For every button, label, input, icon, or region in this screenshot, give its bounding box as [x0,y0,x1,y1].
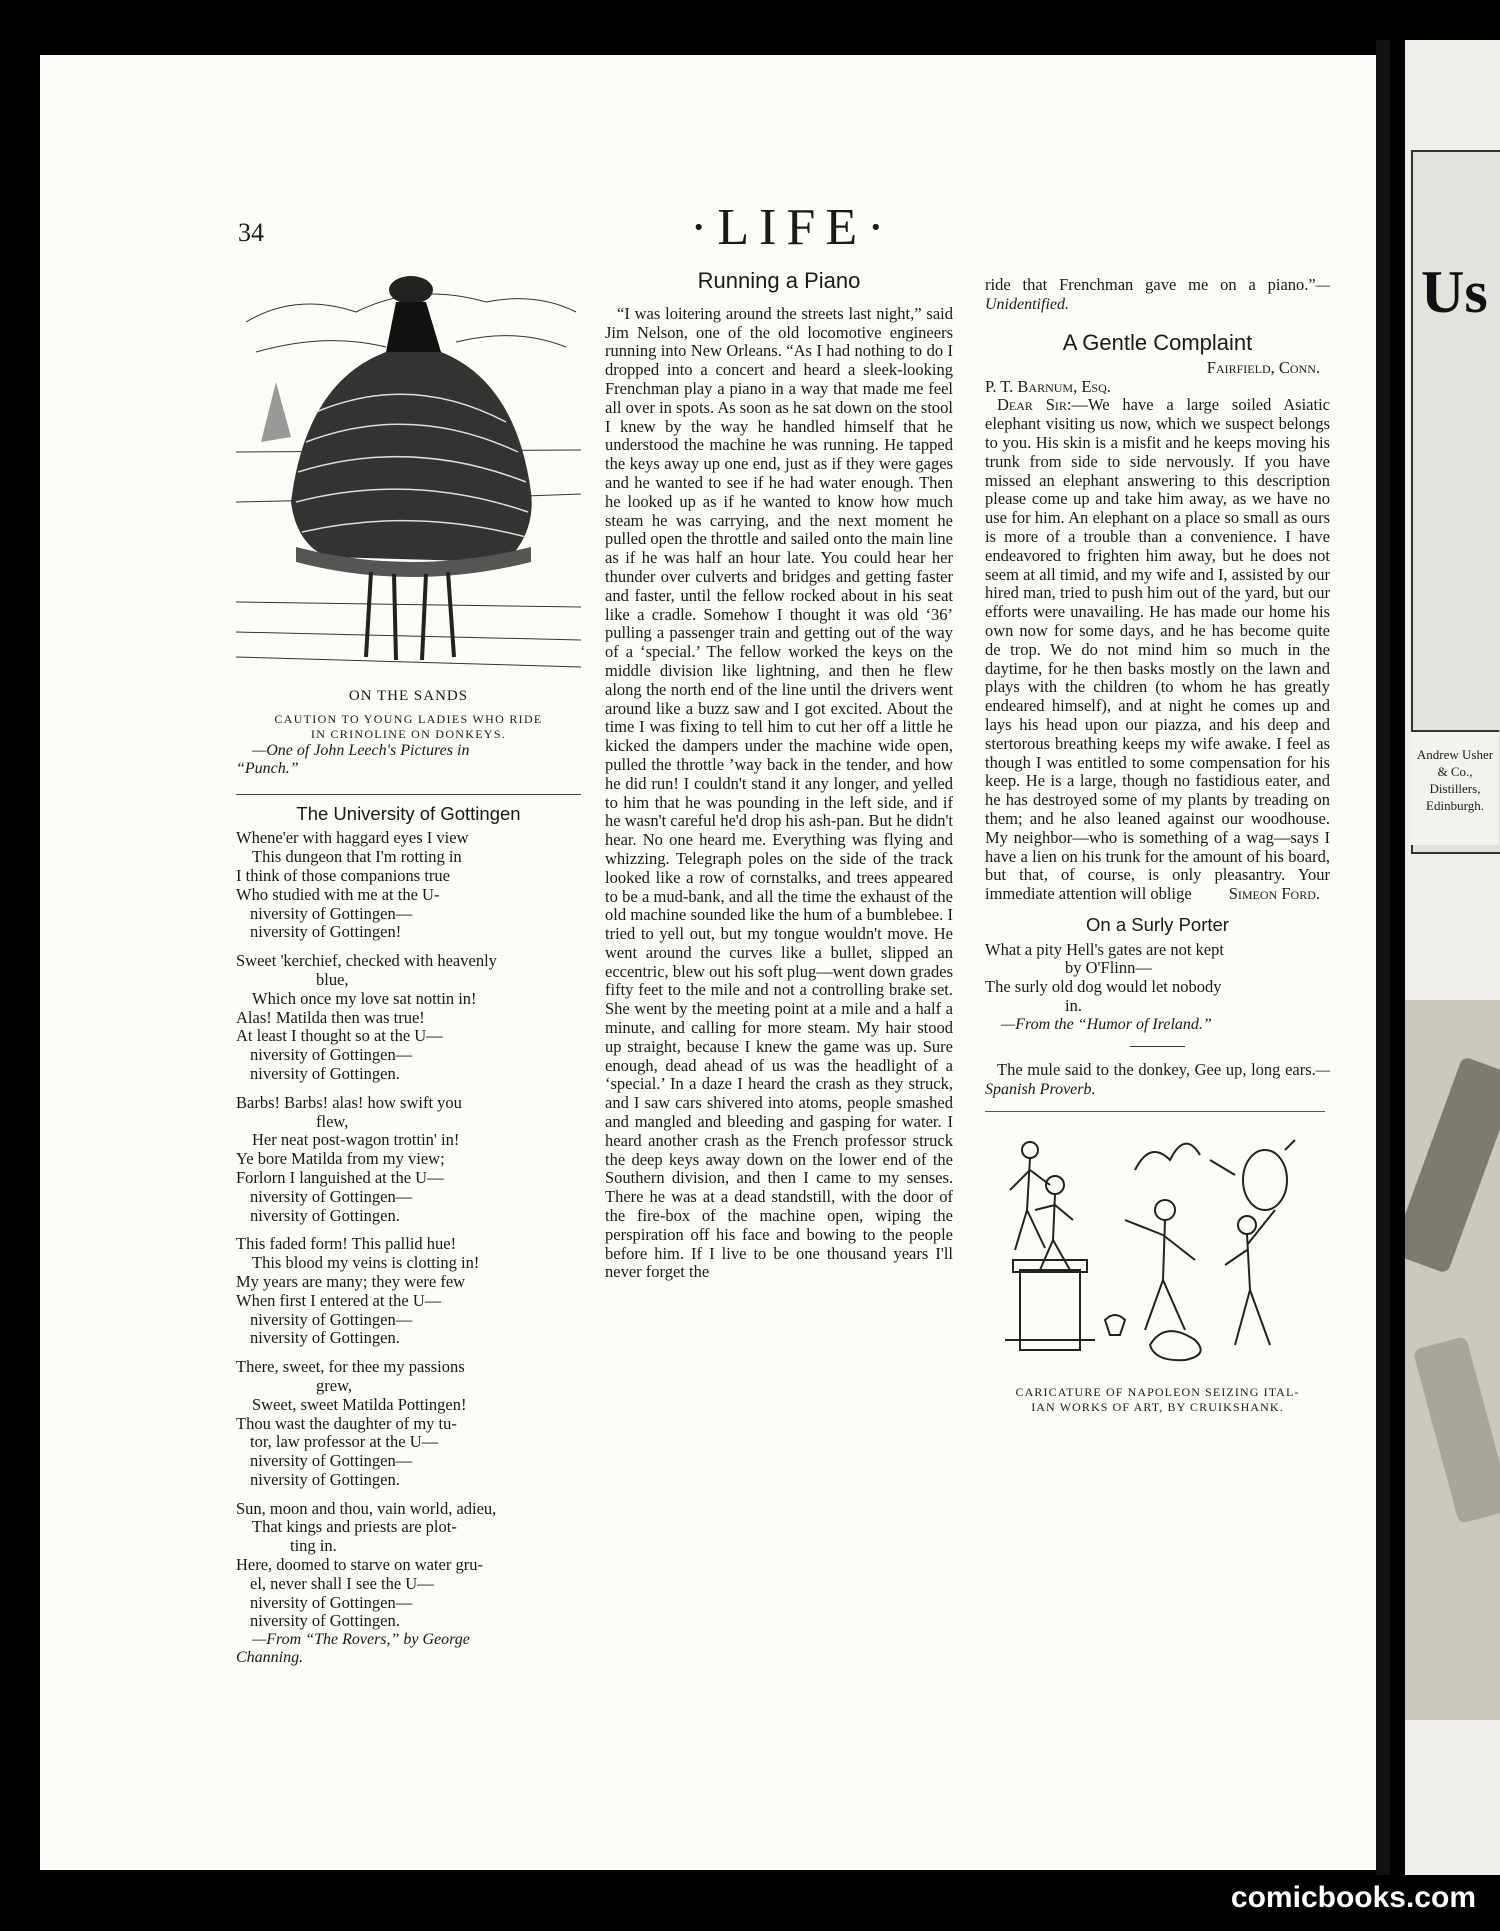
ad-label-line: Andrew Usher [1416,747,1494,762]
porter-credit: —From the “Humor of Ireland.” [1001,1015,1212,1033]
poem-line: This blood my veins is clotting in! [252,1253,480,1273]
complaint-addressee: P. T. Barnum, Esq. [985,376,1111,396]
poem-line: Sweet 'kerchief, checked with heavenly [236,951,497,971]
poem-line: niversity of Gottingen. [250,1328,400,1348]
poem-line: I think of those companions true [236,865,451,885]
illustration-caption: IN CRINOLINE ON DONKEYS. [310,726,507,741]
poem-line: ting in. [290,1536,337,1556]
poem-line: in. [1065,995,1082,1015]
complaint-text: —We have a large soiled Asiatic elephant visiting us now, which we suspect belongs to you. His skin is a misfit and he keeps moving his trunk from side to side nervously. If you have missed an elephant answering to this description please come up and take him away, as we have no use for him. An elephant on a place so small as ours is more of a trouble than a convenience. I have endeavored to frighten him away, but he does not seem at all timid, and my wife and I, assisted by our hired man, tried to push him out of the yard, but our efforts were unavailing. He has made our home his own now for some days, and he has become quite de trop. We do not mind him so much in the daytime, for he then basks mostly on the lawn and plays with the children (to whom he has greatly endeared himself), and at night he comes up and lays his head upon our piazza, and his deep and stertorous breathing keeps my wife awake. I feel as though I was entitled to some compensation for his keep. He is a large, though no fastidious eater, and he has destroyed some of my plants by treading on them; and he also leaned against our woodhouse. My neighbor—who is something of a wag—says I have a lien on his trunk for the amount of his board, but that, of course, is only pleasantry. Your immediate attention will oblige [985,395,1330,904]
poem-line: When first I entered at the U— [236,1290,442,1310]
column-middle [605,268,953,1282]
poem-line: niversity of Gottingen— [250,1309,413,1329]
poem-line: grew, [316,1375,353,1395]
porter-title: On a Surly Porter [1086,913,1229,935]
poem-line: niversity of Gottingen— [250,1186,413,1206]
illustration-caption: CAUTION TO YOUNG LADIES WHO RIDE [274,711,543,726]
poem-line: Thou wast the daughter of my tu- [236,1413,457,1433]
proverb [985,1061,1330,1099]
ad-label-line: Distillers, [1429,781,1481,796]
continuation-text: ride that Frenchman gave me on a piano.” [985,275,1316,294]
poem-line: niversity of Gottingen— [250,1592,413,1612]
poem-line: This dungeon that I'm rotting in [252,847,462,867]
divider [1130,1046,1185,1047]
poem-line: Sun, moon and thou, vain world, adieu, [236,1498,497,1518]
page-gutter [1376,40,1390,1875]
poem-line: Barbs! Barbs! alas! how swift you [236,1092,462,1112]
poem-line: niversity of Gottingen— [250,1045,413,1065]
poem-line: niversity of Gottingen. [250,1205,400,1225]
poem-line: Her neat post-wagon trottin' in! [252,1130,460,1150]
poem-line: The surly old dog would let nobody [985,977,1222,997]
complaint-title: A Gentle Complaint [1062,330,1253,355]
poem-line: That kings and priests are plot- [252,1517,457,1537]
poem-line: My years are many; they were few [236,1271,466,1291]
poem-line: niversity of Gottingen! [250,922,402,942]
column-right [985,276,1330,1415]
proverb-text: The mule said to the donkey, Gee up, long ears. [997,1059,1316,1079]
article-title: Running a Piano [697,268,861,293]
poem-line: Ye bore Matilda from my view; [236,1149,445,1169]
poem-line: niversity of Gottingen. [250,1469,400,1489]
poem-line: Which once my love sat nottin in! [252,988,477,1008]
poem-stanza [236,829,581,942]
continuation-credit: —Unidentified. [985,277,1330,313]
divider [236,794,581,795]
cartoon-caption: IAN WORKS OF ART, BY CRUIKSHANK. [1031,1400,1284,1415]
poem-line: by O'Flinn— [1065,958,1152,978]
divider [985,1111,1325,1112]
site-watermark: comicbooks.com [1230,1881,1476,1914]
poem-line: Here, doomed to starve on water gru- [236,1555,483,1575]
poem-line: Sweet, sweet Matilda Pottingen! [252,1394,467,1414]
poem-line: Alas! Matilda then was true! [236,1007,425,1027]
complaint-signature: Simeon Ford. [1228,883,1320,903]
illustration-credit: —One of John Leech's Pictures in [252,741,470,759]
poem-line: flew, [316,1111,349,1131]
complaint-body [985,396,1330,904]
poem-line: What a pity Hell's gates are not kept [985,939,1224,959]
poem-line: niversity of Gottingen— [250,1451,413,1471]
napoleon-caricature-illustration [985,1130,1330,1365]
ad-label-line: Edinburgh. [1426,798,1484,813]
poem-line: There, sweet, for thee my passions [236,1357,465,1377]
complaint-salutation: Dear Sir: [997,395,1072,415]
poem-line: Forlorn I languished at the U— [236,1167,444,1187]
illustration-caption-title: ON THE SANDS [348,687,469,704]
poem-line: niversity of Gottingen. [250,1611,400,1631]
poem-line: tor, law professor at the U— [250,1432,439,1452]
poem-line: Whene'er with haggard eyes I view [236,828,469,848]
poem-line: el, never shall I see the U— [250,1573,434,1593]
cartoon-caption: CARICATURE OF NAPOLEON SEIZING ITAL- [1015,1385,1300,1400]
poem-line: At least I thought so at the U— [236,1026,443,1046]
poem-stanza [236,1358,581,1490]
adjacent-page-advertisement [1405,40,1500,1875]
illustration-credit: “Punch.” [236,759,299,777]
poem-stanza [236,1235,581,1348]
poem-stanza [236,1094,581,1226]
poem-stanza [236,1500,581,1632]
article-body: “I was loitering around the streets last night,” said Jim Nelson, one of the old locomotive engineers running into New Orleans. “As I had nothing to do I dropped into a concert and heard a sleek-looking Frenchman play a piano in a way that made me feel all over in spots. As soon as he sat down on the stool I knew by the way he handled himself that he understood the machine he was running. He tapped the keys away up one end, just as if they were gages and he wanted to see if he had water enough. Then he looked up as if he wanted to know how much steam he was carrying, and the next moment he pulled open the throttle and sailed onto the main line as if he was half an hour late. You could hear her thunder over culverts and bridges and getting faster and faster, until the fellow rocked about in his seat like a cradle. Somehow I thought it was old ‘36’ pulling a passenger train and getting out of the way of a ‘special.’ The fellow worked the keys on the middle division like lightning, and then he flew along the north end of the line until the drivers went around like a buzz saw and I got excited. About the time I was fixing to tell him to cut her off a little he kicked the dampers under the machine wide open, pulled the throttle ’way back in the tender, and how he did run! I couldn't stand it any longer, and yelled to him that he was pounding in the left side, and if he wasn't careful he'd drop his ash-pan. But he didn't hear. No one heard me. Everything was flying and whizzing. Telegraph poles on the side of the track looked like a row of cornstalks, and trees appeared to be a mud-bank, and all the time the exhaust of the old machine sounded like the hum of a bumblebee. I tried to yell out, but my tongue wouldn't move. He went around the curves like a bullet, slipped an eccentric, blew out his soft plug—went down grades fifty feet to the mile and not a controlling brake set. She went by the meeting point at a mile and a half a minute, and calling for more steam. My hair stood up straight, because I knew the game was up. Sure enough, dead ahead of us was the headlight of a ‘special.’ In a daze I heard the crash as they struck, and I saw cars shivered into atoms, people smashed and mangled and bleeding and gasping for water. I heard another crash as the French professor struck the deep keys away down on the lower end of the Southern division, and then I came to my senses. There he was at a dead standstill, with the door of the fire-box of the machine open, wiping the perspiration off his face and bowing to the people before him. If I live to be one thousand years I'll never forget the [605,303,953,1282]
ad-label-line: & Co., [1437,764,1473,779]
column-left [236,262,581,1667]
porter-poem [985,941,1330,1016]
poem-line: This faded form! This pallid hue! [236,1234,457,1254]
proverb-credit: —Spanish Proverb. [985,1061,1330,1098]
poem-credit: Channing. [236,1649,304,1667]
ad-label-box [1411,730,1499,845]
masthead-title: ·LIFE· [690,199,895,256]
complaint-place: Fairfield, Conn. [1206,357,1320,377]
continuation [985,276,1330,314]
on-the-sands-illustration [236,262,581,682]
poem-line: blue, [316,969,349,989]
poem-line: niversity of Gottingen— [250,903,413,923]
ad-headline: Us [1421,259,1488,325]
page-number: 34 [238,218,264,247]
poem-line: niversity of Gottingen. [250,1063,400,1083]
poem-credit: —From “The Rovers,” by George [252,1631,470,1649]
poem-line: Who studied with me at the U- [236,884,440,904]
poem-stanza [236,952,581,1084]
poem-title: The University of Gottingen [296,802,521,824]
